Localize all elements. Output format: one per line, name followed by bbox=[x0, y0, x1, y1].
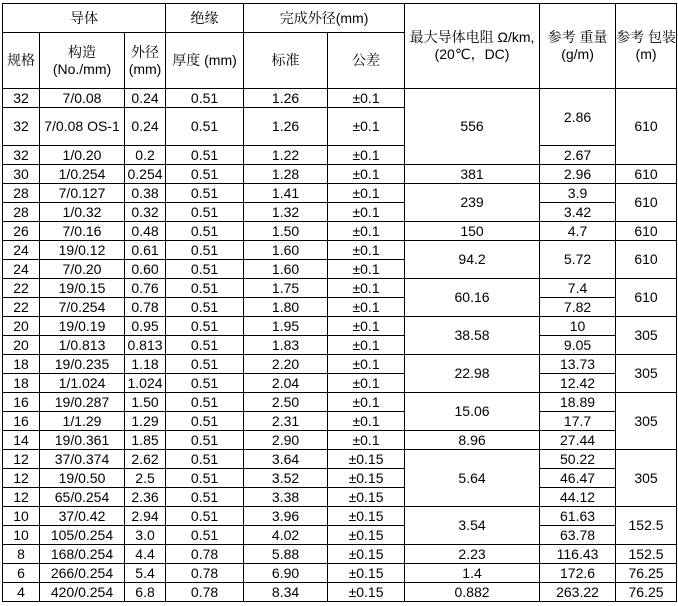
standard-cell: 3.38 bbox=[244, 488, 328, 507]
package-cell: 305 bbox=[616, 355, 677, 393]
outer-diameter-cell: 0.38 bbox=[125, 184, 166, 203]
construction-cell: 19/0.15 bbox=[40, 279, 125, 298]
package-cell: 610 bbox=[616, 279, 677, 317]
thickness-cell: 0.51 bbox=[166, 165, 244, 184]
header-ref-package: 参考 包装 (m) bbox=[616, 4, 677, 89]
standard-cell: 1.75 bbox=[244, 279, 328, 298]
thickness-cell: 0.51 bbox=[166, 374, 244, 393]
thickness-cell: 0.51 bbox=[166, 355, 244, 374]
gauge-cell: 12 bbox=[3, 469, 40, 488]
outer-diameter-cell: 2.36 bbox=[125, 488, 166, 507]
gauge-cell: 24 bbox=[3, 260, 40, 279]
thickness-cell: 0.78 bbox=[166, 545, 244, 564]
standard-cell: 2.50 bbox=[244, 393, 328, 412]
tolerance-cell: ±0.15 bbox=[328, 488, 405, 507]
thickness-cell: 0.51 bbox=[166, 241, 244, 260]
construction-cell: 1/0.813 bbox=[40, 336, 125, 355]
gauge-cell: 28 bbox=[3, 203, 40, 222]
weight-cell: 2.67 bbox=[540, 146, 616, 165]
thickness-cell: 0.51 bbox=[166, 203, 244, 222]
thickness-cell: 0.51 bbox=[166, 450, 244, 469]
gauge-cell: 32 bbox=[3, 108, 40, 146]
table-row bbox=[3, 507, 677, 526]
table-row bbox=[3, 431, 677, 450]
thickness-cell: 0.51 bbox=[166, 507, 244, 526]
gauge-cell: 10 bbox=[3, 507, 40, 526]
tolerance-cell: ±0.15 bbox=[328, 564, 405, 583]
outer-diameter-cell: 5.4 bbox=[125, 564, 166, 583]
table-row bbox=[3, 89, 677, 108]
standard-cell: 1.50 bbox=[244, 222, 328, 241]
thickness-cell: 0.51 bbox=[166, 222, 244, 241]
package-cell: 305 bbox=[616, 450, 677, 507]
weight-cell: 116.43 bbox=[540, 545, 616, 564]
table-row bbox=[3, 450, 677, 469]
table-row bbox=[3, 184, 677, 203]
thickness-cell: 0.51 bbox=[166, 89, 244, 108]
weight-cell: 44.12 bbox=[540, 488, 616, 507]
standard-cell: 2.04 bbox=[244, 374, 328, 393]
outer-diameter-cell: 1.85 bbox=[125, 431, 166, 450]
package-cell: 76.25 bbox=[616, 583, 677, 602]
resistance-cell: 94.2 bbox=[405, 241, 540, 279]
package-cell: 610 bbox=[616, 89, 677, 165]
weight-cell: 27.44 bbox=[540, 431, 616, 450]
standard-cell: 1.60 bbox=[244, 241, 328, 260]
thickness-cell: 0.51 bbox=[166, 526, 244, 545]
resistance-cell: 3.54 bbox=[405, 507, 540, 545]
construction-cell: 266/0.254 bbox=[40, 564, 125, 583]
header-finished-od: 完成外径(mm) bbox=[244, 4, 405, 33]
tolerance-cell: ±0.1 bbox=[328, 260, 405, 279]
tolerance-cell: ±0.1 bbox=[328, 108, 405, 146]
construction-cell: 19/0.235 bbox=[40, 355, 125, 374]
construction-cell: 7/0.16 bbox=[40, 222, 125, 241]
weight-cell: 18.89 bbox=[540, 393, 616, 412]
weight-cell: 7.4 bbox=[540, 279, 616, 298]
table-row bbox=[3, 412, 677, 431]
outer-diameter-cell: 4.4 bbox=[125, 545, 166, 564]
construction-cell: 19/0.12 bbox=[40, 241, 125, 260]
construction-cell: 420/0.254 bbox=[40, 583, 125, 602]
tolerance-cell: ±0.1 bbox=[328, 222, 405, 241]
construction-cell: 7/0.254 bbox=[40, 298, 125, 317]
header-ref-weight: 参考 重量 (g/m) bbox=[540, 4, 616, 89]
outer-diameter-cell: 1.29 bbox=[125, 412, 166, 431]
thickness-cell: 0.51 bbox=[166, 469, 244, 488]
tolerance-cell: ±0.1 bbox=[328, 184, 405, 203]
thickness-cell: 0.51 bbox=[166, 260, 244, 279]
standard-cell: 1.41 bbox=[244, 184, 328, 203]
table-row bbox=[3, 165, 677, 184]
tolerance-cell: ±0.15 bbox=[328, 469, 405, 488]
weight-cell: 263.22 bbox=[540, 583, 616, 602]
weight-cell: 10 bbox=[540, 317, 616, 336]
table-row bbox=[3, 583, 677, 602]
header-standard: 标准 bbox=[244, 33, 328, 89]
tolerance-cell: ±0.15 bbox=[328, 545, 405, 564]
outer-diameter-cell: 0.24 bbox=[125, 89, 166, 108]
weight-cell: 5.72 bbox=[540, 241, 616, 279]
gauge-cell: 20 bbox=[3, 317, 40, 336]
standard-cell: 1.26 bbox=[244, 108, 328, 146]
tolerance-cell: ±0.1 bbox=[328, 146, 405, 165]
construction-cell: 1/0.32 bbox=[40, 203, 125, 222]
standard-cell: 4.02 bbox=[244, 526, 328, 545]
package-cell: 152.5 bbox=[616, 507, 677, 545]
thickness-cell: 0.51 bbox=[166, 108, 244, 146]
gauge-cell: 8 bbox=[3, 545, 40, 564]
construction-cell: 37/0.42 bbox=[40, 507, 125, 526]
wire-spec-table bbox=[2, 3, 677, 602]
tolerance-cell: ±0.1 bbox=[328, 317, 405, 336]
weight-cell: 63.78 bbox=[540, 526, 616, 545]
table-row bbox=[3, 526, 677, 545]
thickness-cell: 0.78 bbox=[166, 564, 244, 583]
standard-cell: 1.60 bbox=[244, 260, 328, 279]
weight-cell: 7.82 bbox=[540, 298, 616, 317]
outer-diameter-cell: 0.95 bbox=[125, 317, 166, 336]
package-cell: 305 bbox=[616, 393, 677, 450]
thickness-cell: 0.51 bbox=[166, 146, 244, 165]
tolerance-cell: ±0.1 bbox=[328, 412, 405, 431]
table-row bbox=[3, 355, 677, 374]
outer-diameter-cell: 0.78 bbox=[125, 298, 166, 317]
standard-cell: 1.26 bbox=[244, 89, 328, 108]
weight-cell: 50.22 bbox=[540, 450, 616, 469]
construction-cell: 1/0.254 bbox=[40, 165, 125, 184]
package-cell: 610 bbox=[616, 222, 677, 241]
tolerance-cell: ±0.1 bbox=[328, 241, 405, 260]
construction-cell: 105/0.254 bbox=[40, 526, 125, 545]
gauge-cell: 16 bbox=[3, 393, 40, 412]
outer-diameter-cell: 0.24 bbox=[125, 108, 166, 146]
construction-cell: 19/0.361 bbox=[40, 431, 125, 450]
table-row bbox=[3, 469, 677, 488]
gauge-cell: 4 bbox=[3, 583, 40, 602]
tolerance-cell: ±0.1 bbox=[328, 165, 405, 184]
package-cell: 76.25 bbox=[616, 564, 677, 583]
construction-cell: 7/0.127 bbox=[40, 184, 125, 203]
resistance-cell: 1.4 bbox=[405, 564, 540, 583]
tolerance-cell: ±0.1 bbox=[328, 279, 405, 298]
table-row bbox=[3, 564, 677, 583]
header-resistance: 最大导体电阻 Ω/km,(20℃，DC) bbox=[405, 4, 540, 89]
weight-cell: 172.6 bbox=[540, 564, 616, 583]
standard-cell: 1.32 bbox=[244, 203, 328, 222]
outer-diameter-cell: 2.62 bbox=[125, 450, 166, 469]
construction-cell: 1/1.29 bbox=[40, 412, 125, 431]
standard-cell: 8.34 bbox=[244, 583, 328, 602]
outer-diameter-cell: 0.61 bbox=[125, 241, 166, 260]
standard-cell: 2.90 bbox=[244, 431, 328, 450]
outer-diameter-cell: 2.5 bbox=[125, 469, 166, 488]
thickness-cell: 0.51 bbox=[166, 336, 244, 355]
outer-diameter-cell: 0.32 bbox=[125, 203, 166, 222]
outer-diameter-cell: 0.813 bbox=[125, 336, 166, 355]
resistance-cell: 5.64 bbox=[405, 450, 540, 507]
standard-cell: 2.20 bbox=[244, 355, 328, 374]
gauge-cell: 32 bbox=[3, 89, 40, 108]
resistance-cell: 239 bbox=[405, 184, 540, 222]
outer-diameter-cell: 0.60 bbox=[125, 260, 166, 279]
package-cell: 610 bbox=[616, 241, 677, 279]
resistance-cell: 150 bbox=[405, 222, 540, 241]
outer-diameter-cell: 3.0 bbox=[125, 526, 166, 545]
thickness-cell: 0.51 bbox=[166, 393, 244, 412]
table-row bbox=[3, 374, 677, 393]
weight-cell: 3.9 bbox=[540, 184, 616, 203]
weight-cell: 9.05 bbox=[540, 336, 616, 355]
gauge-cell: 30 bbox=[3, 165, 40, 184]
weight-cell: 2.96 bbox=[540, 165, 616, 184]
table-body bbox=[3, 89, 677, 602]
standard-cell: 1.22 bbox=[244, 146, 328, 165]
table-row bbox=[3, 241, 677, 260]
gauge-cell: 26 bbox=[3, 222, 40, 241]
standard-cell: 1.83 bbox=[244, 336, 328, 355]
gauge-cell: 22 bbox=[3, 279, 40, 298]
tolerance-cell: ±0.1 bbox=[328, 374, 405, 393]
thickness-cell: 0.51 bbox=[166, 412, 244, 431]
outer-diameter-cell: 0.48 bbox=[125, 222, 166, 241]
gauge-cell: 18 bbox=[3, 374, 40, 393]
resistance-cell: 2.23 bbox=[405, 545, 540, 564]
table-row bbox=[3, 146, 677, 165]
construction-cell: 19/0.287 bbox=[40, 393, 125, 412]
table-row bbox=[3, 222, 677, 241]
header-outer-diameter: 外径 (mm) bbox=[125, 33, 166, 89]
tolerance-cell: ±0.15 bbox=[328, 583, 405, 602]
header-tolerance: 公差 bbox=[328, 33, 405, 89]
outer-diameter-cell: 2.94 bbox=[125, 507, 166, 526]
gauge-cell: 18 bbox=[3, 355, 40, 374]
gauge-cell: 10 bbox=[3, 526, 40, 545]
standard-cell: 3.96 bbox=[244, 507, 328, 526]
construction-cell: 1/0.20 bbox=[40, 146, 125, 165]
gauge-cell: 22 bbox=[3, 298, 40, 317]
thickness-cell: 0.51 bbox=[166, 298, 244, 317]
outer-diameter-cell: 0.2 bbox=[125, 146, 166, 165]
table-row bbox=[3, 279, 677, 298]
gauge-cell: 14 bbox=[3, 431, 40, 450]
gauge-cell: 12 bbox=[3, 488, 40, 507]
tolerance-cell: ±0.1 bbox=[328, 431, 405, 450]
header-thickness: 厚度 (mm) bbox=[166, 33, 244, 89]
outer-diameter-cell: 0.254 bbox=[125, 165, 166, 184]
thickness-cell: 0.51 bbox=[166, 184, 244, 203]
gauge-cell: 24 bbox=[3, 241, 40, 260]
gauge-cell: 28 bbox=[3, 184, 40, 203]
header-insulation: 绝缘 bbox=[166, 4, 244, 33]
table-row bbox=[3, 545, 677, 564]
standard-cell: 6.90 bbox=[244, 564, 328, 583]
thickness-cell: 0.78 bbox=[166, 583, 244, 602]
outer-diameter-cell: 0.76 bbox=[125, 279, 166, 298]
tolerance-cell: ±0.1 bbox=[328, 336, 405, 355]
weight-cell: 4.7 bbox=[540, 222, 616, 241]
resistance-cell: 60.16 bbox=[405, 279, 540, 317]
package-cell: 305 bbox=[616, 317, 677, 355]
weight-cell: 13.73 bbox=[540, 355, 616, 374]
standard-cell: 2.31 bbox=[244, 412, 328, 431]
standard-cell: 1.28 bbox=[244, 165, 328, 184]
gauge-cell: 32 bbox=[3, 146, 40, 165]
table-row bbox=[3, 393, 677, 412]
resistance-cell: 0.882 bbox=[405, 583, 540, 602]
tolerance-cell: ±0.15 bbox=[328, 526, 405, 545]
standard-cell: 3.64 bbox=[244, 450, 328, 469]
thickness-cell: 0.51 bbox=[166, 431, 244, 450]
table-row bbox=[3, 298, 677, 317]
thickness-cell: 0.51 bbox=[166, 488, 244, 507]
outer-diameter-cell: 1.024 bbox=[125, 374, 166, 393]
tolerance-cell: ±0.15 bbox=[328, 450, 405, 469]
tolerance-cell: ±0.1 bbox=[328, 203, 405, 222]
construction-cell: 37/0.374 bbox=[40, 450, 125, 469]
construction-cell: 19/0.50 bbox=[40, 469, 125, 488]
weight-cell: 46.47 bbox=[540, 469, 616, 488]
weight-cell: 2.86 bbox=[540, 89, 616, 146]
outer-diameter-cell: 1.50 bbox=[125, 393, 166, 412]
weight-cell: 61.63 bbox=[540, 507, 616, 526]
outer-diameter-cell: 6.8 bbox=[125, 583, 166, 602]
resistance-cell: 556 bbox=[405, 89, 540, 165]
weight-cell: 3.42 bbox=[540, 203, 616, 222]
outer-diameter-cell: 1.18 bbox=[125, 355, 166, 374]
construction-cell: 1/1.024 bbox=[40, 374, 125, 393]
resistance-cell: 8.96 bbox=[405, 431, 540, 450]
weight-cell: 12.42 bbox=[540, 374, 616, 393]
resistance-cell: 15.06 bbox=[405, 393, 540, 431]
gauge-cell: 12 bbox=[3, 450, 40, 469]
standard-cell: 3.52 bbox=[244, 469, 328, 488]
tolerance-cell: ±0.1 bbox=[328, 89, 405, 108]
thickness-cell: 0.51 bbox=[166, 317, 244, 336]
table-row bbox=[3, 203, 677, 222]
header-gauge: 规格 bbox=[3, 33, 40, 89]
package-cell: 610 bbox=[616, 165, 677, 184]
resistance-cell: 38.58 bbox=[405, 317, 540, 355]
gauge-cell: 16 bbox=[3, 412, 40, 431]
header-conductor: 导体 bbox=[3, 4, 166, 33]
tolerance-cell: ±0.15 bbox=[328, 507, 405, 526]
construction-cell: 168/0.254 bbox=[40, 545, 125, 564]
construction-cell: 19/0.19 bbox=[40, 317, 125, 336]
tolerance-cell: ±0.1 bbox=[328, 355, 405, 374]
resistance-cell: 381 bbox=[405, 165, 540, 184]
construction-cell: 7/0.20 bbox=[40, 260, 125, 279]
package-cell: 610 bbox=[616, 184, 677, 222]
header-construction: 构造 (No./mm) bbox=[40, 33, 125, 89]
table-row bbox=[3, 317, 677, 336]
gauge-cell: 6 bbox=[3, 564, 40, 583]
table-row bbox=[3, 488, 677, 507]
standard-cell: 1.95 bbox=[244, 317, 328, 336]
construction-cell: 7/0.08 OS-1 bbox=[40, 108, 125, 146]
table-row bbox=[3, 336, 677, 355]
thickness-cell: 0.51 bbox=[166, 279, 244, 298]
weight-cell: 17.7 bbox=[540, 412, 616, 431]
tolerance-cell: ±0.1 bbox=[328, 298, 405, 317]
standard-cell: 1.80 bbox=[244, 298, 328, 317]
package-cell: 152.5 bbox=[616, 545, 677, 564]
resistance-cell: 22.98 bbox=[405, 355, 540, 393]
tolerance-cell: ±0.1 bbox=[328, 393, 405, 412]
construction-cell: 65/0.254 bbox=[40, 488, 125, 507]
gauge-cell: 20 bbox=[3, 336, 40, 355]
standard-cell: 5.88 bbox=[244, 545, 328, 564]
construction-cell: 7/0.08 bbox=[40, 89, 125, 108]
